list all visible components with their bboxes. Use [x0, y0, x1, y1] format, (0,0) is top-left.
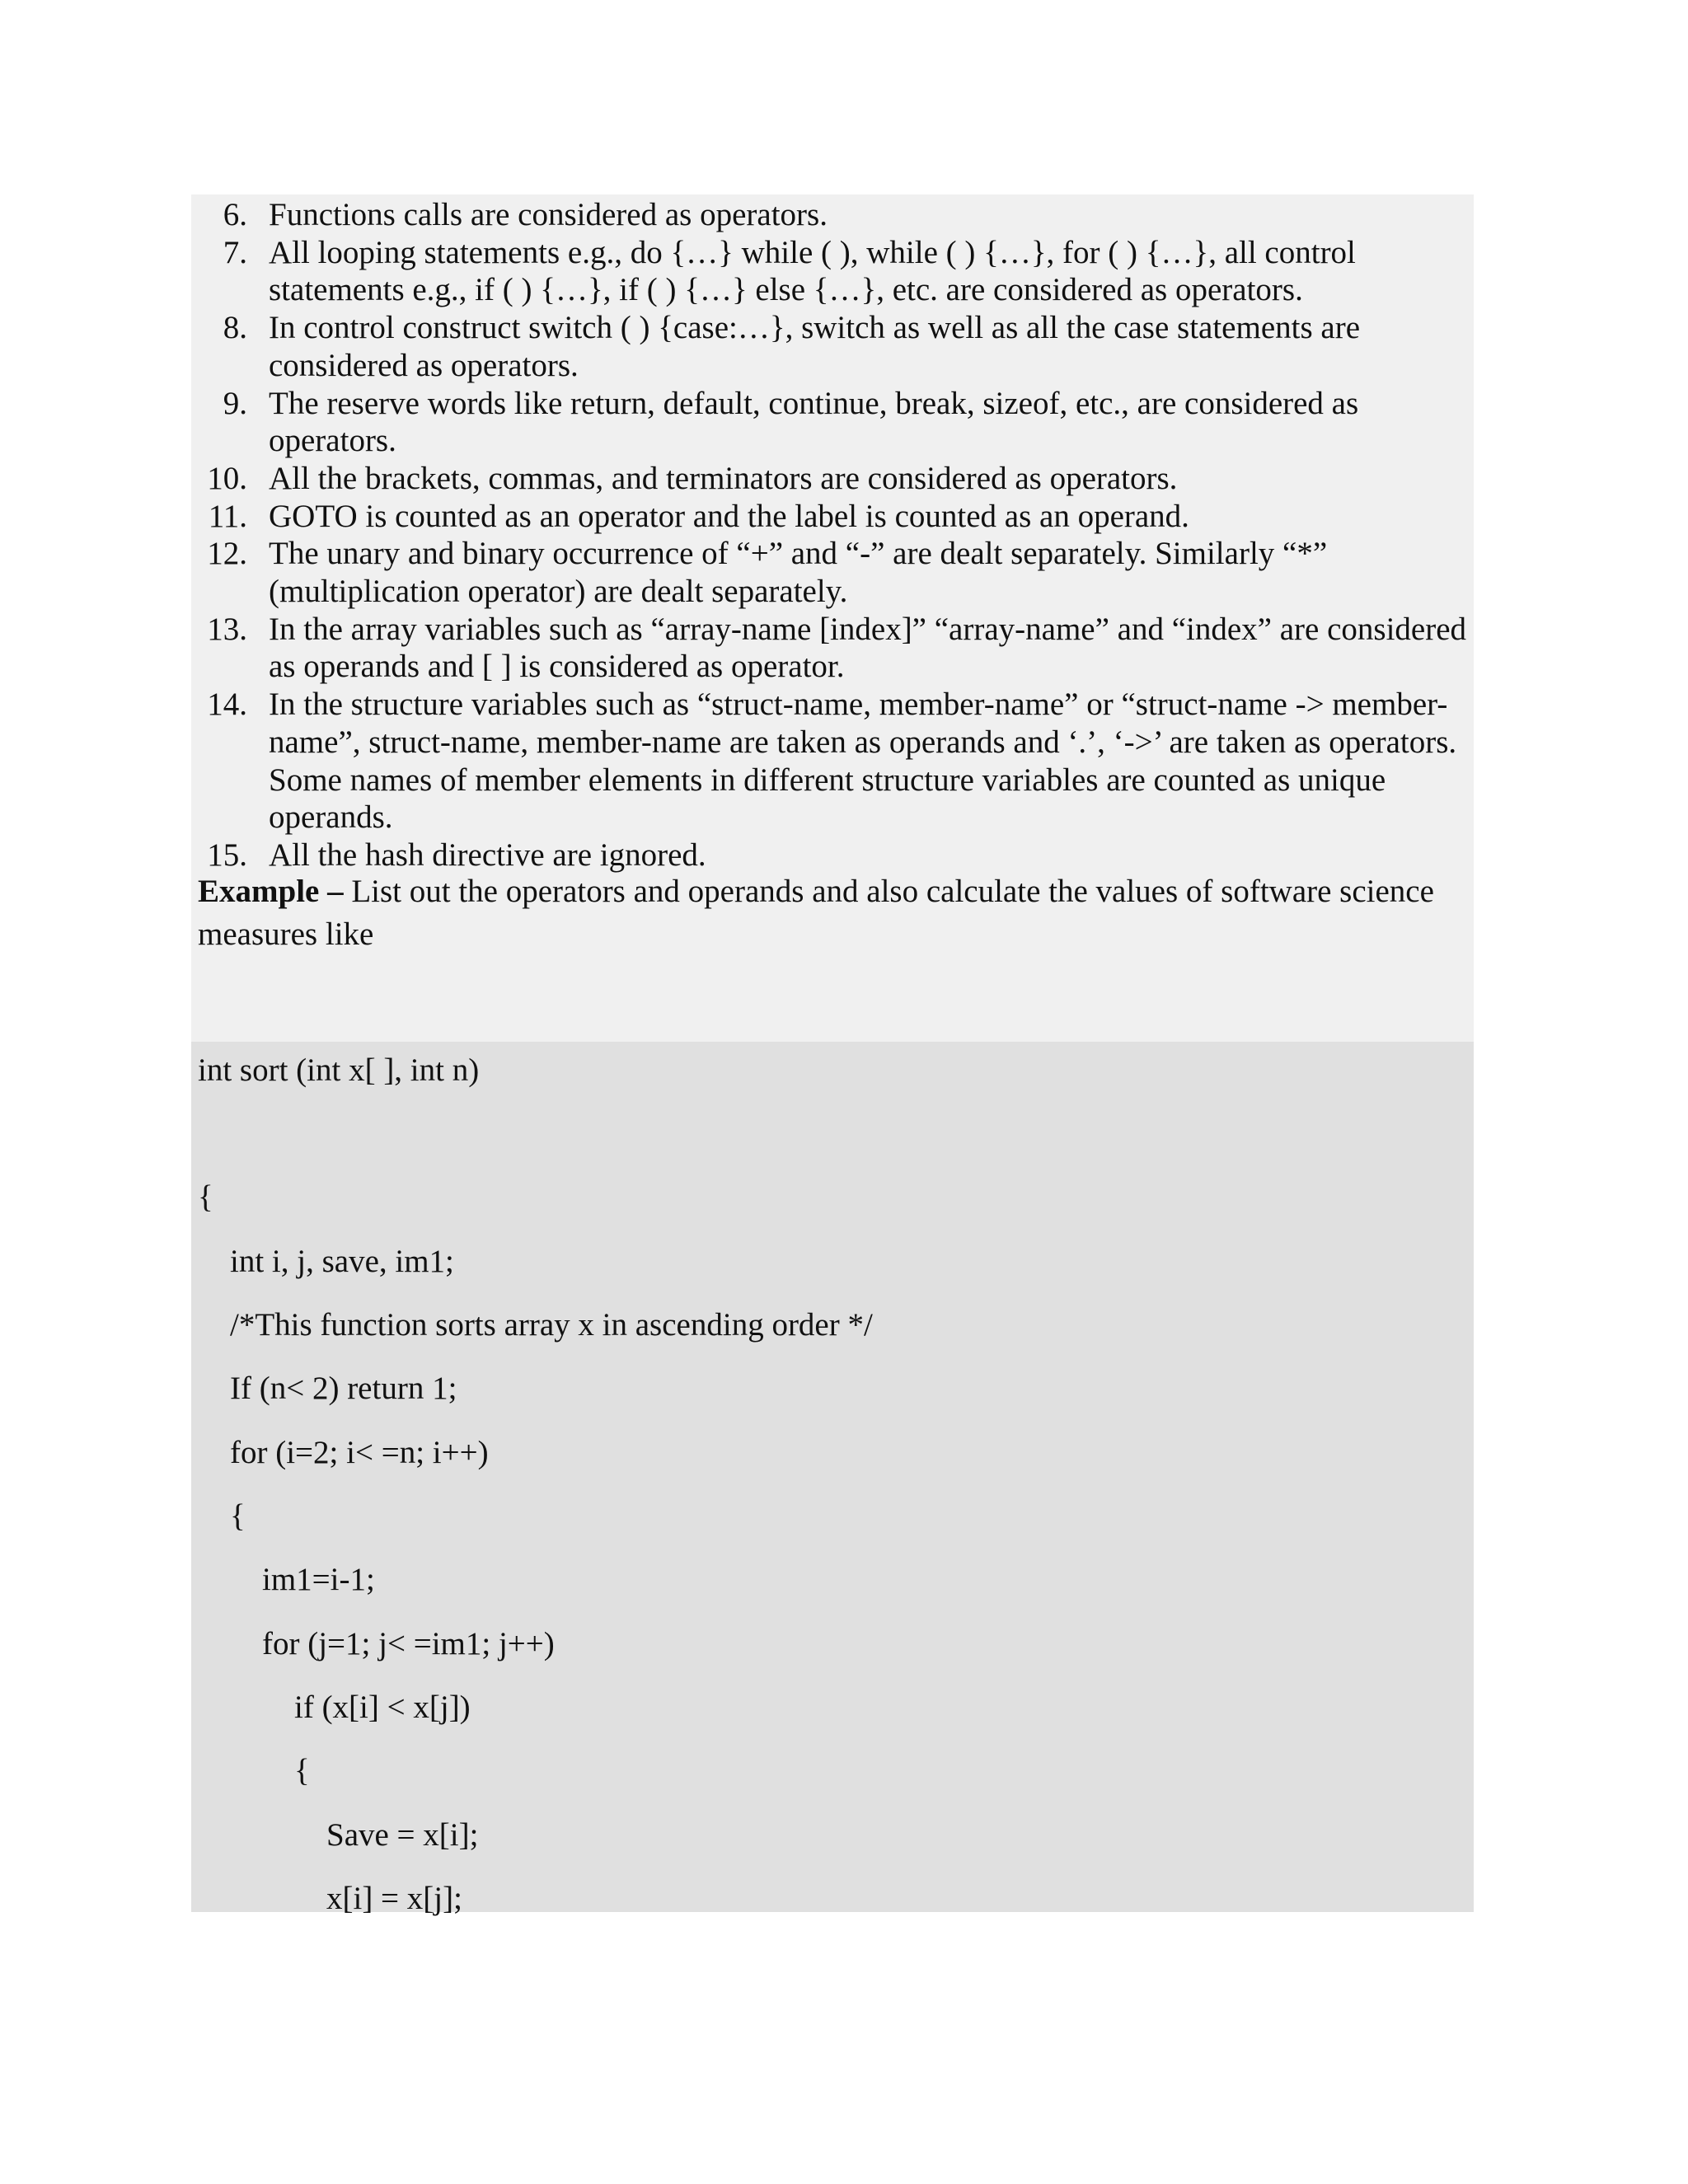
list-number: 14. [207, 687, 247, 723]
code-line: { [198, 1179, 213, 1215]
rules-list [191, 196, 1474, 874]
list-number: 11. [208, 498, 247, 534]
code-line: int i, j, save, im1; [230, 1244, 454, 1279]
list-number: 13. [207, 611, 247, 647]
list-text: Functions calls are considered as operators. [269, 197, 828, 232]
list-number: 7. [223, 234, 247, 270]
list-item [191, 837, 1474, 874]
code-line: { [294, 1753, 310, 1788]
list-item [191, 686, 1474, 837]
list-item [191, 309, 1474, 384]
list-text: In the array variables such as “array-name [index]” “array-name” and “index” are considered as operands and [ ] is considered as operator. [269, 611, 1467, 685]
list-text: All looping statements e.g., do {…} while ( ), while ( ) {…}, for ( ) {…}, all control statements e.g., if ( ) {…}, if ( ) {…} else {…}, etc. are considered as operators. [269, 234, 1356, 308]
example-paragraph [198, 870, 1459, 956]
list-text: All the hash directive are ignored. [269, 837, 706, 873]
code-line: /*This function sorts array x in ascending order */ [230, 1307, 873, 1343]
list-text: The reserve words like return, default, continue, break, sizeof, etc., are considered as operators. [269, 385, 1359, 459]
code-line: x[i] = x[j]; [326, 1881, 462, 1916]
list-text: In control construct switch ( ) {case:…}, switch as well as all the case statements are considered as operators. [269, 310, 1361, 383]
list-number: 8. [223, 310, 247, 346]
code-line: Save = x[i]; [326, 1817, 479, 1853]
code-line: for (j=1; j< =im1; j++) [262, 1626, 555, 1661]
list-number: 10. [207, 460, 247, 496]
list-number: 12. [207, 536, 247, 572]
list-item [191, 196, 1474, 234]
code-line: If (n< 2) return 1; [230, 1371, 457, 1406]
code-line: int sort (int x[ ], int n) [198, 1052, 480, 1088]
list-item [191, 611, 1474, 686]
list-text: GOTO is counted as an operator and the label is counted as an operand. [269, 498, 1189, 534]
list-number: 15. [207, 837, 247, 873]
list-number: 9. [223, 385, 247, 421]
code-line: for (i=2; i< =n; i++) [230, 1435, 489, 1470]
list-number: 6. [223, 197, 247, 232]
code-line: im1=i-1; [262, 1562, 375, 1597]
example-label: Example – [198, 874, 344, 909]
code-line: { [230, 1498, 246, 1534]
list-text: The unary and binary occurrence of “+” and “-” are dealt separately. Similarly “*” (multiplication operator) are dealt separately. [269, 536, 1328, 610]
list-item [191, 385, 1474, 460]
code-line: if (x[i] < x[j]) [294, 1690, 471, 1725]
list-text: All the brackets, commas, and terminators are considered as operators. [269, 460, 1178, 496]
list-item [191, 460, 1474, 498]
example-text: List out the operators and operands and also calculate the values of software science measures like [198, 874, 1434, 952]
list-item [191, 535, 1474, 610]
code-background [191, 1042, 1474, 1912]
list-item [191, 498, 1474, 536]
list-item [191, 234, 1474, 309]
list-text: In the structure variables such as “struct-name, member-name” or “struct-name -> member-name”, struct-name, member-name are taken as operands and ‘.’, ‘->’ are taken as operators. Some names of member elements in different structure variables are counted as unique operands. [269, 687, 1457, 836]
